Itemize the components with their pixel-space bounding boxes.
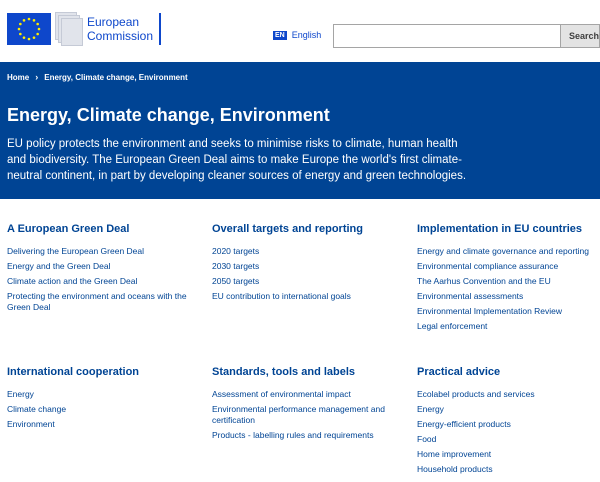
- logo-wordmark: [87, 13, 161, 45]
- section-title: Practical advice: [417, 366, 501, 378]
- flag-star: [36, 33, 39, 36]
- flag-star: [18, 28, 21, 31]
- section-green-deal: [7, 223, 197, 317]
- flag-star: [19, 33, 22, 36]
- section-link[interactable]: EU contribution to international goals: [212, 291, 351, 301]
- eu-flag-icon: [7, 13, 51, 45]
- section-title: A European Green Deal: [7, 223, 130, 235]
- section-links: [212, 389, 402, 441]
- section-links: [7, 389, 197, 430]
- european-commission-logo[interactable]: [7, 12, 161, 46]
- search-button[interactable]: Search: [560, 24, 600, 48]
- flag-star: [19, 23, 22, 26]
- section-link[interactable]: Protecting the environment and oceans with the Green Deal: [7, 291, 187, 312]
- section-title: Standards, tools and labels: [212, 366, 356, 378]
- language-selector[interactable]: [273, 30, 321, 40]
- section-link[interactable]: Environmental performance management and certification: [212, 404, 385, 425]
- section-link[interactable]: Climate action and the Green Deal: [7, 276, 138, 286]
- section-links: [417, 246, 600, 332]
- section-link[interactable]: Environmental assessments: [417, 291, 524, 301]
- section-title: Overall targets and reporting: [212, 223, 363, 235]
- section-link[interactable]: Delivering the European Green Deal: [7, 246, 145, 256]
- section-international: [7, 366, 197, 434]
- flag-star: [23, 36, 26, 39]
- section-link[interactable]: Food: [417, 434, 437, 444]
- section-practical-advice: [417, 366, 600, 479]
- search-input[interactable]: [333, 24, 561, 48]
- section-links: [212, 246, 402, 302]
- section-links: [417, 389, 600, 475]
- breadcrumb: [7, 72, 188, 82]
- section-link[interactable]: Ecolabel products and services: [417, 389, 535, 399]
- flag-star: [28, 38, 31, 41]
- section-link[interactable]: Legal enforcement: [417, 321, 488, 331]
- page-hero-banner: [0, 62, 600, 199]
- chevron-right-icon: ›: [35, 72, 39, 82]
- section-link[interactable]: Assessment of environmental impact: [212, 389, 351, 399]
- flag-star: [23, 19, 26, 22]
- breadcrumb-current: Energy, Climate change, Environment: [44, 72, 188, 82]
- section-link[interactable]: Climate change: [7, 404, 67, 414]
- language-code-badge: EN: [275, 31, 285, 39]
- section-title: International cooperation: [7, 366, 140, 378]
- section-standards: [212, 366, 402, 445]
- language-label: English: [291, 30, 322, 40]
- section-link[interactable]: Products - labelling rules and requirements: [212, 430, 374, 440]
- flag-star: [38, 28, 41, 31]
- section-implementation: [417, 223, 600, 336]
- site-header: [0, 0, 600, 62]
- section-link[interactable]: Home improvement: [417, 449, 492, 459]
- section-link[interactable]: Energy-efficient products: [417, 419, 511, 429]
- section-link[interactable]: Environmental Implementation Review: [417, 306, 563, 316]
- section-link[interactable]: Energy: [417, 404, 444, 414]
- page-title: Energy, Climate change, Environment: [7, 105, 330, 125]
- section-link[interactable]: 2030 targets: [212, 261, 260, 271]
- breadcrumb-home-link[interactable]: Home: [7, 72, 30, 82]
- section-links: [7, 246, 197, 313]
- section-link[interactable]: Energy and the Green Deal: [7, 261, 111, 271]
- page-description: EU policy protects the environment and seeks to minimise risks to climate, human health and biodiversity. The European Green Deal aims to make Europe the world's first climate-neutral continent, in part by developing cleaner sources of energy and green technologies.: [7, 138, 467, 182]
- org-name-line2: Commission: [87, 29, 154, 43]
- section-title: Implementation in EU countries: [417, 223, 583, 235]
- flag-star: [33, 19, 36, 22]
- section-link[interactable]: Energy and climate governance and reporting: [417, 246, 589, 256]
- org-name-line1: European: [87, 15, 140, 29]
- section-link[interactable]: Energy: [7, 389, 34, 399]
- flag-star: [36, 23, 39, 26]
- flag-star: [33, 36, 36, 39]
- section-link[interactable]: Environment: [7, 419, 55, 429]
- section-link[interactable]: 2020 targets: [212, 246, 260, 256]
- building-stack-icon: [55, 12, 83, 46]
- section-link[interactable]: Household products: [417, 464, 493, 474]
- section-link[interactable]: The Aarhus Convention and the EU: [417, 276, 551, 286]
- section-link[interactable]: 2050 targets: [212, 276, 260, 286]
- flag-star: [28, 18, 31, 21]
- section-overall-targets: [212, 223, 402, 306]
- section-link[interactable]: Environmental compliance assurance: [417, 261, 559, 271]
